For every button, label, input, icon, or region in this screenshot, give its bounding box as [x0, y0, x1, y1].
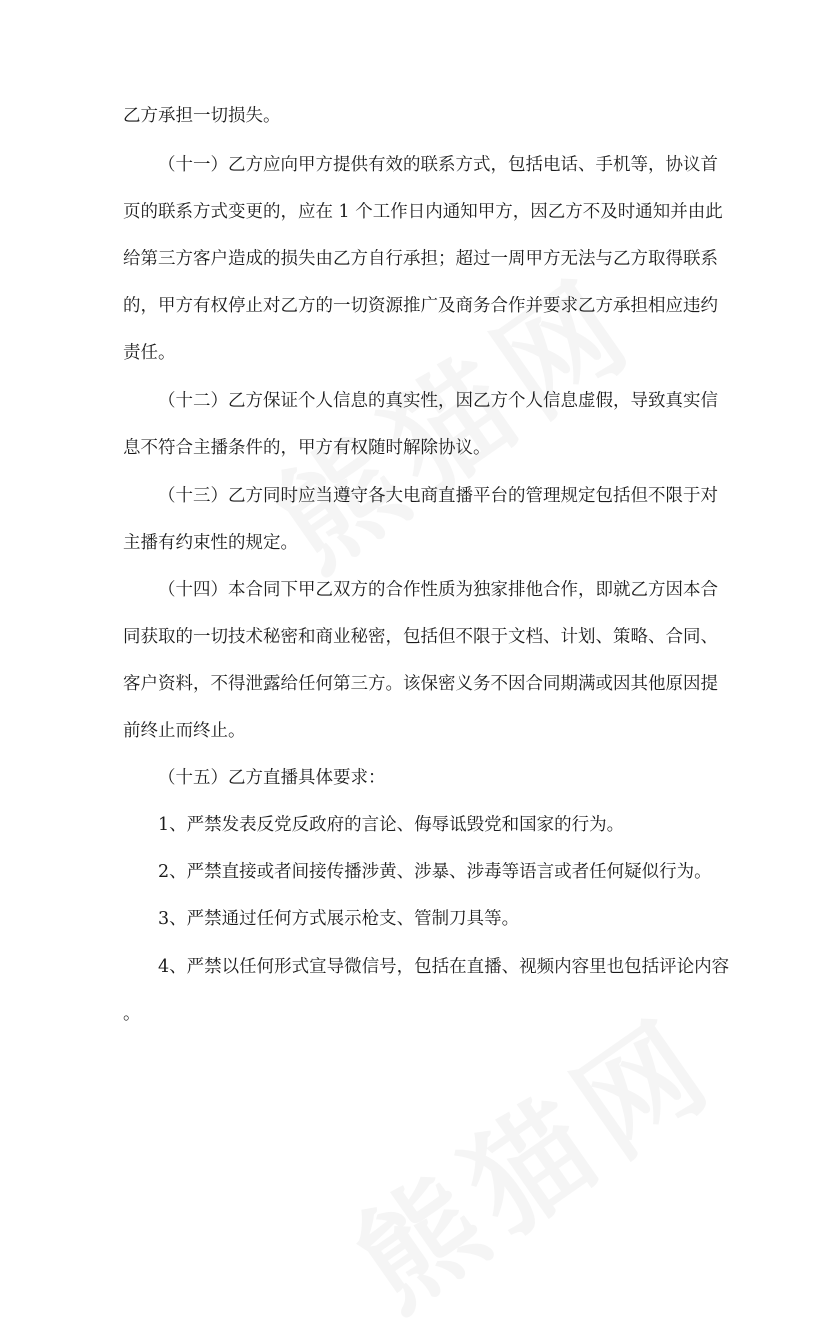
text-line: 3、严禁通过任何方式展示枪支、管制刀具等。 — [158, 909, 520, 929]
text-line: 1、严禁发表反党反政府的言论、侮辱诋毁党和国家的行为。 — [158, 815, 625, 835]
text-line: 4、严禁以任何形式宣导微信号，包括在直播、视频内容里也包括评论内容 — [158, 957, 730, 977]
text-line: 前终止而终止。 — [123, 721, 246, 741]
text-line: 主播有约束性的规定。 — [123, 533, 298, 553]
text-line: （十五）乙方直播具体要求： — [158, 768, 386, 788]
text-line: 页的联系方式变更的，应在 1 个工作日内通知甲方，因乙方不及时通知并由此 — [123, 202, 723, 222]
text-line: 息不符合主播条件的，甲方有权随时解除协议。 — [123, 438, 491, 458]
text-line: 的，甲方有权停止对乙方的一切资源推广及商务合作并要求乙方承担相应违约 — [123, 296, 718, 316]
text-line: 责任。 — [123, 343, 176, 363]
text-line: （十一）乙方应向甲方提供有效的联系方式，包括电话、手机等，协议首 — [158, 155, 718, 175]
text-line: （十四）本合同下甲乙双方的合作性质为独家排他合作，即就乙方因本合 — [158, 580, 718, 600]
text-line: （十二）乙方保证个人信息的真实性，因乙方个人信息虚假，导致真实信 — [158, 391, 718, 411]
text-line: 同获取的一切技术秘密和商业秘密，包括但不限于文档、计划、策略、合同、 — [123, 627, 718, 647]
text-line: 乙方承担一切损失。 — [123, 106, 281, 126]
text-line: （十三）乙方同时应当遵守各大电商直播平台的管理规定包括但不限于对 — [158, 486, 718, 506]
text-line: 。 — [123, 1004, 141, 1024]
text-line: 2、严禁直接或者间接传播涉黄、涉暴、涉毒等语言或者任何疑似行为。 — [158, 862, 712, 882]
text-line: 客户资料，不得泄露给任何第三方。该保密义务不因合同期满或因其他原因提 — [123, 674, 718, 694]
text-line: 给第三方客户造成的损失由乙方自行承担；超过一周甲方无法与乙方取得联系 — [123, 249, 718, 269]
